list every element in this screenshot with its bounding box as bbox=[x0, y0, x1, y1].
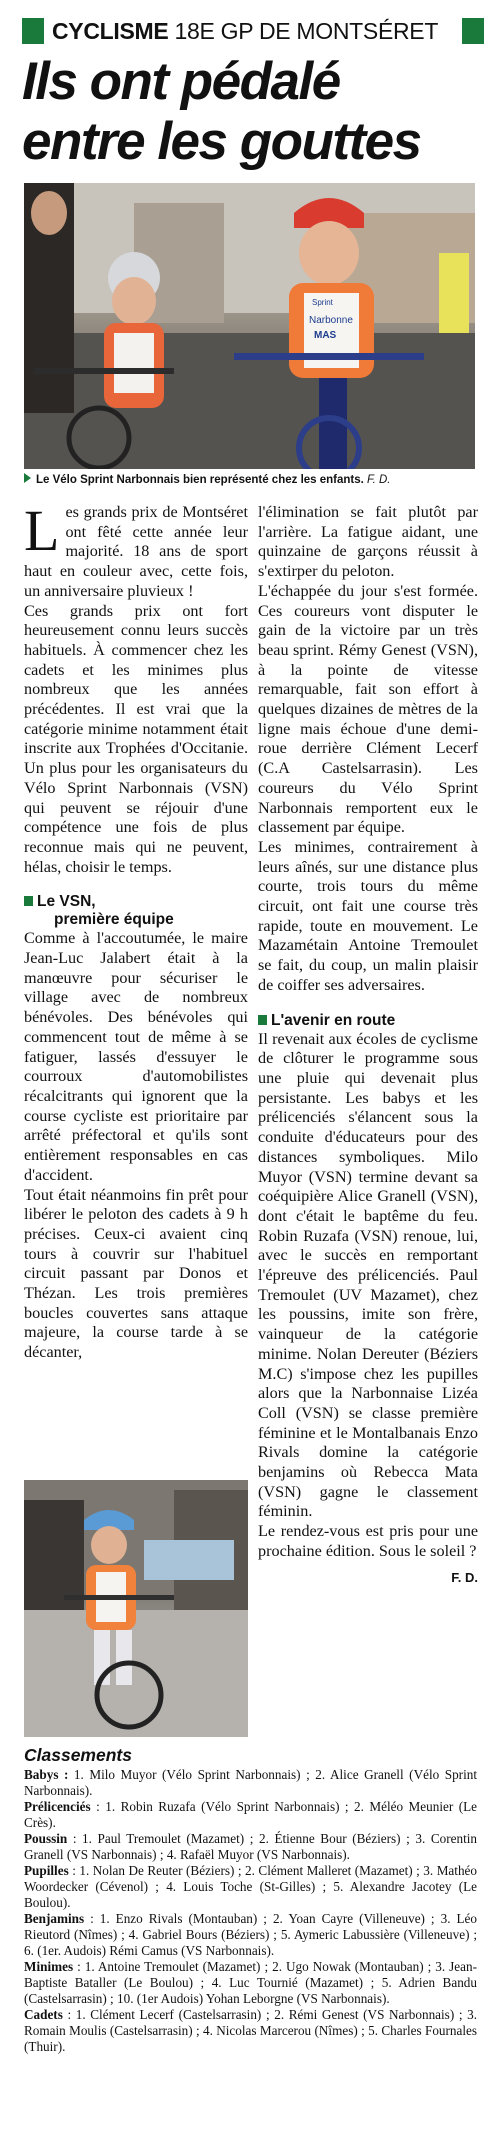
photo-illustration bbox=[24, 1480, 248, 1737]
category-label: Babys : bbox=[24, 1767, 69, 1782]
headline-line-2: entre les gouttes bbox=[22, 112, 421, 171]
category-results: : 1. Paul Tremoulet (Mazamet) ; 2. Étienne Bour (Béziers) ; 3. Corentin Granell (VS Narbonnais) ; 4. Rafaël Muyor (VS Narbonnais). bbox=[24, 1831, 477, 1862]
results-title: Classements bbox=[24, 1745, 132, 1765]
kicker-text bbox=[52, 19, 438, 43]
results-row bbox=[24, 1863, 477, 1911]
paragraph: l'élimination se fait plutôt par l'arrière. La fatigue aidant, une quinzaine de garçons réussit à s'extirper du peloton. bbox=[258, 503, 478, 581]
headline-line-1: Ils ont pédalé bbox=[22, 52, 340, 111]
article-column-right bbox=[258, 503, 478, 1587]
section-name: CYCLISME bbox=[52, 18, 169, 44]
category-label: Benjamins bbox=[24, 1911, 85, 1926]
jersey-text-2: MAS bbox=[314, 330, 337, 341]
author-signature: F. D. bbox=[451, 1569, 478, 1585]
paragraph: Les minimes, contrairement à leurs aînés, sur une distance plus courte, trois tours du même circuit, ont fait une course très rapide, toute en mouvement. Le Mazamétain Antoine Tremoulet se fait, du coup, un malin plaisir de coiffer ses adversaires. bbox=[258, 837, 478, 994]
subheading-vsn bbox=[24, 893, 248, 929]
category-label: Minimes bbox=[24, 1959, 74, 1974]
paragraph: Il revenait aux écoles de cyclisme de clôturer le programme sous une pluie qui devenait plus persistante. Les babys et les prélicenciés s'élancent sous la conduite d'éducateurs pour des distances symboliques. Milo Muyor (VSN) termine devant sa coéquipière Alice Granell (VSN), dont c'était le baptême du feu. Robin Ruzafa (VSN) renoue, lui, avec le succès en remportant l'épreuve des prélicenciés. Paul Tremoulet (UV Mazamet), chez les poussins, imite son frère, vainqueur de la catégorie minime. Nolan Dereuter (Béziers M.C) s'impose chez les pupilles alors que la Narbonnaise Lizéa Coll (VSN) se classe première féminine et le Montalbanais Enzo Rivals domine la catégorie benjamins où Rebecca Mata (VSN) gagne le classement féminin. bbox=[258, 1029, 478, 1521]
jersey-text-3: Sprint bbox=[312, 298, 333, 307]
category-results: : 1. Nolan De Reuter (Béziers) ; 2. Clément Malleret (Mazamet) ; 3. Mathéo Woordecker (Cévenol) ; 4. Louis Toche (St-Gilles) ; 5. Alexandre Jacotey (Le Boulou). bbox=[24, 1863, 477, 1910]
results-row bbox=[24, 1767, 477, 1799]
paragraph: Comme à l'accoutumée, le maire Jean-Luc Jalabert était à la manœuvre pour sécuriser le village avec de nombreux bénévoles. Des bénévoles qui commencent tout de même à se fatiguer, lassés d'essuyer le courroux d'automobilistes récalcitrants qui ignorent que la course cycliste est prioritaire par arrêté préfectoral et qu'ils sont entièrement responsables en cas d'accident. bbox=[24, 929, 248, 1184]
category-label: Cadets bbox=[24, 2007, 63, 2022]
subheading-line-2: première équipe bbox=[54, 911, 174, 929]
category-results: : 1. Antoine Tremoulet (Mazamet) ; 2. Ugo Nowak (Montauban) ; 3. Jean-Baptiste Bataller (Le Boulou) ; 4. Luc Tournié (Mazamet) ; 5. Adrien Bandu (Castelsarrasin) ; 10. (1er Audois) Yohan Leborgne (VS Narbonnais). bbox=[24, 1959, 477, 2006]
paragraph: Le rendez-vous est pris pour une prochaine édition. Sous le soleil ? bbox=[258, 1522, 478, 1560]
photo-caption bbox=[24, 473, 475, 487]
photo-credit: F. D. bbox=[367, 474, 391, 486]
results-row bbox=[24, 1799, 477, 1831]
section-kicker bbox=[22, 18, 484, 44]
results-row bbox=[24, 2007, 477, 2055]
secondary-photo bbox=[24, 1480, 248, 1737]
paragraph: Tout était néanmoins fin prêt pour libérer le peloton des cadets à 9 h précises. Ceux-ci avaient cinq tours à couvrir sur l'habituel circuit passant par Donos et Thézan. Les trois premières boucles couvertes sans attaque majeure, la course tarde à se décanter, bbox=[24, 1185, 248, 1362]
category-results: : 1. Clément Lecerf (Castelsarrasin) ; 2. Rémi Genest (VS Narbonnais) ; 3. Romain Moulis (Castelsarrasin) ; 4. Nicolas Marcerou (Nîmes) ; 5. Charles Fournales (Thuir). bbox=[24, 2007, 477, 2054]
intro-text: es grands prix de Montséret ont fêté cette année leur majorité. 18 ans de sport haut en couleur avec, cette fois, un anniversaire pluvieux ! bbox=[24, 503, 248, 600]
category-label: Pupilles bbox=[24, 1863, 69, 1878]
subhead-bullet-icon bbox=[24, 896, 33, 906]
caption-marker-icon bbox=[24, 473, 31, 483]
event-name: 18E GP DE MONTSÉRET bbox=[174, 18, 439, 44]
category-results: : 1. Enzo Rivals (Montauban) ; 2. Yoan Cayre (Villeneuve) ; 3. Léo Rieutord (Nîmes) ; 4. Gabriel Bours (Béziers) ; 5. Aymeric Labussière (Villeneuve) ; 6. (1er. Audois) Rémi Camus (VS Narbonnais). bbox=[24, 1911, 477, 1958]
paragraph: Ces grands prix ont fort heureusement connu leurs succès habituels. À commencer chez les cadets et les minimes plus nombreux que les années précédentes. Il est vrai que la catégorie minime notamment était inscrite aux Trophées d'Occitanie. Un plus pour les organisateurs du Vélo Sprint Narbonnais (VSN) qui peuvent se réjouir d'une compétence une fois de plus reconnue mais qui ne peuvent, hélas, choisir le temps. bbox=[24, 601, 248, 876]
results-box bbox=[24, 1745, 477, 2055]
kicker-square-left bbox=[22, 18, 44, 44]
article-column-left bbox=[24, 498, 248, 1363]
jersey-text: Narbonne bbox=[309, 315, 353, 326]
category-results: : 1. Robin Ruzafa (Vélo Sprint Narbonnais) ; 2. Méléo Meunier (Le Crès). bbox=[24, 1799, 477, 1830]
photo-illustration bbox=[24, 183, 475, 469]
results-row bbox=[24, 1959, 477, 2007]
category-results: 1. Milo Muyor (Vélo Sprint Narbonnais) ; 2. Alice Granell (Vélo Sprint Narbonnais). bbox=[24, 1767, 477, 1798]
headline bbox=[22, 52, 492, 172]
subheading-avenir bbox=[258, 1012, 478, 1030]
category-label: Prélicenciés bbox=[24, 1799, 91, 1814]
results-row bbox=[24, 1831, 477, 1863]
intro-paragraph bbox=[24, 498, 248, 602]
subheading-line-1: Le VSN, bbox=[37, 893, 96, 911]
main-photo bbox=[24, 183, 475, 469]
category-label: Poussin bbox=[24, 1831, 68, 1846]
dropcap: L bbox=[24, 498, 60, 563]
kicker-square-right bbox=[462, 18, 484, 44]
paragraph: L'échappée du jour s'est formée. Ces coureurs vont disputer le gain de la victoire par un très beau sprint. Rémy Genest (VSN), à la pointe de vitesse remarquable, fait son effort à quelques dizaines de mètres de la ligne mais échoue d'une demi-roue derrière Clément Lecerf (C.A Castelsarrasin). Les coureurs du Vélo Sprint Narbonnais remportent eux le classement par équipe. bbox=[258, 581, 478, 837]
caption-text: Le Vélo Sprint Narbonnais bien représenté chez les enfants. bbox=[36, 474, 364, 486]
subheading-text: L'avenir en route bbox=[271, 1011, 396, 1029]
results-row bbox=[24, 1911, 477, 1959]
subhead-bullet-icon bbox=[258, 1015, 267, 1025]
